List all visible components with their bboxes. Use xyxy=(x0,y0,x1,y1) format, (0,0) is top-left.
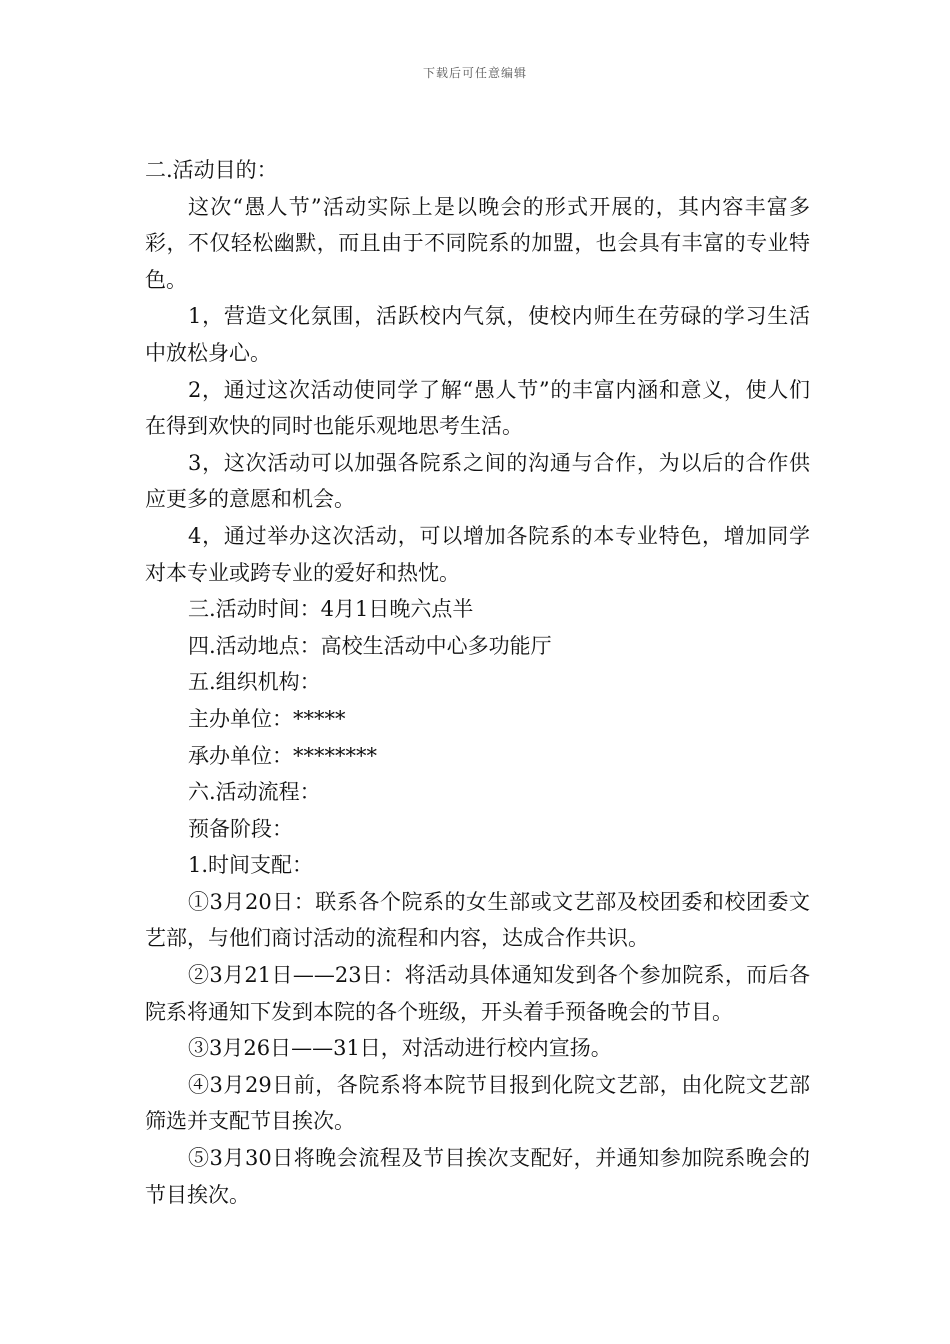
section-heading-purpose: 二.活动目的： xyxy=(145,158,278,182)
schedule-item-2: ②3月21日——23日：将活动具体通知发到各个参加院系，而后各院系将通知下发到本院的各个班级，开头着手预备晚会的节目。 xyxy=(145,963,810,1024)
schedule-item-5: ⑤3月30日将晚会流程及节目挨次支配好，并通知参加院系晚会的节目挨次。 xyxy=(145,1146,810,1207)
paragraph-goal-2: 2，通过这次活动使同学了解“愚人节”的丰富内涵和意义，使人们在得到欢快的同时也能乐观地思考生活。 xyxy=(145,377,810,439)
section-heading-time: 三.活动时间：4月1日晚六点半 xyxy=(188,597,474,622)
schedule-item-4: ④3月29日前，各院系将本院节目报到化院文艺部，由化院文艺部筛选并支配节目挨次。 xyxy=(145,1072,810,1134)
host-unit: 主办单位：***** xyxy=(188,706,346,731)
schedule-item-3: ③3月26日——31日，对活动进行校内宣扬。 xyxy=(188,1036,612,1061)
paragraph-goal-4: 4，通过举办这次活动，可以增加各院系的本专业特色，增加同学对本专业或跨专业的爱好和热忱。 xyxy=(145,523,810,585)
subheading-preparation: 预备阶段： xyxy=(188,816,293,841)
section-heading-location: 四.活动地点：高校生活动中心多功能厅 xyxy=(188,633,552,658)
organizer-unit: 承办单位：******** xyxy=(188,743,377,768)
paragraph-goal-3: 3，这次活动可以加强各院系之间的沟通与合作，为以后的合作供应更多的意愿和机会。 xyxy=(145,450,810,512)
section-heading-process: 六.活动流程： xyxy=(188,780,321,805)
page-header: 下载后可任意编辑 xyxy=(422,66,527,80)
paragraph-goal-1: 1，营造文化氛围，活跃校内气氛，使校内师生在劳碌的学习生活中放松身心。 xyxy=(145,304,810,365)
schedule-item-1: ①3月20日：联系各个院系的女生部或文艺部及校团委和校团委文艺部，与他们商讨活动的流程和内容，达成合作共识。 xyxy=(145,889,810,951)
document-body xyxy=(145,152,810,1213)
paragraph-intro: 这次“愚人节”活动实际上是以晚会的形式开展的，其内容丰富多彩，不仅轻松幽默，而且由于不同院系的加盟，也会具有丰富的专业特色。 xyxy=(145,194,810,292)
subheading-schedule: 1.时间支配： xyxy=(188,853,314,878)
section-heading-organization: 五.组织机构： xyxy=(188,670,321,695)
